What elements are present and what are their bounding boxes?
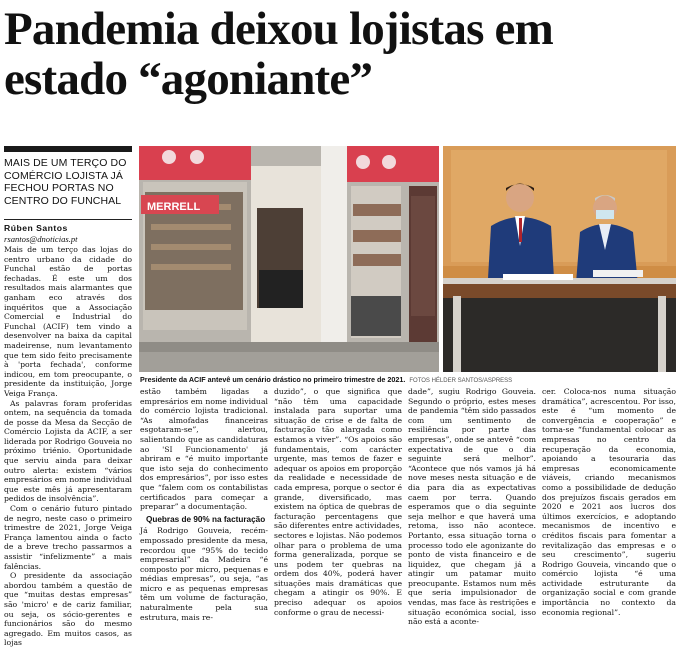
photo-caption [140,375,676,386]
paragraph: Já Rodrigo Gouveia, recém-empossado presidente da mesa, recordou que “95% do tecido empresarial” da Madeira “é composto por micro, pequenas e médias empresas”, ou seja, “as micro e as pequenas empresas têm um volume de facturação, naturalmente pela sua estrutura, mais re- [140,526,268,622]
paragraph: duzido”, o que significa que “não têm uma capacidade instalada para suportar uma situação de crise e de falta de facturação tão alargada como estamos a viver”. “Os apoios são fundamentais, com carácter urgente, mas temos de fazer e adequar os apoios em proporção da realidade e necessidade de cada empresa, porque o sector é grande, diversificado, mas existem na óptica de quebras de facturação percentagens que são diferentes entre actividades, sectores e lojistas. Não podemos olhar para o problema de uma forma generalizada, porque se uns podem ter quebras na ordem dos 40%, poderá haver situações mais dramáticas que chegam a atingir os 90%. E preciso adequar os apoios conforme o grau de necessi- [274,387,402,617]
photo-credit: FOTOS HÉLDER SANTOS/ASPRESS [409,378,513,384]
paragraph: Mais de um terço das lojas do centro urbano da cidade do Funchal estão de portas fechadas. É este um dos resultados mais alarmantes que ganham eco através dos inquéritos que a Associação Comercial e Industrial do Funchal (ACIF) tem vindo a desenvolver na baixa da capital madeirense, num levantamento que tem sido feito precisamente à 'porta fechada', conforme indicou, em tom preocupante, o presidente da instituição, Jorge Veiga França. [4,245,132,398]
column-4 [408,387,536,627]
subheading: Quebras de 90% na facturação [146,514,266,524]
summary-lead: MAIS DE UM TERÇO DO COMÉRCIO LOJISTA JÁ FECHOU PORTAS NO CENTRO DO FUNCHAL [4,146,132,207]
shopfront-image [139,146,439,372]
paragraph: estão também ligadas a empresários em nome individual do comércio lojista tradicional. “As almofadas financeiras esgotaram-se”, alertou, salientando que as candidaturas ao 'SI Funcionamento' já abriram e “é muito importante que isto seja do conhecimento dos empresários”, por isso estes que “falem com os contabilistas certificados para começar a preparar” a documentação. [140,387,268,512]
paragraph: cer. Coloca-nos numa situação dramática”, acrescentou. Por isso, este é “um momento de convergência e cooperação” e torna-se “fundamental colocar as empresas no centro da recuperação da economia, apoiando a tesouraria das empresas economicamente viáveis, criando mecanismos como a possibilidade de dedução dos prejuízos fiscais gerados em 2020 e 2021 aos lucros dos últimos exercícios, e adoptando mecanismos de incentivo e créditos fiscais para fomentar a revitalização das empresas e o seu crescimento”, sugeriu Rodrigo Gouveia, vincando que o comércio lojista “é uma actividade estruturante da organização social e com grande importância no contexto da economia regional”. [542,387,676,617]
shop-sign: MERRELL [147,201,201,213]
sidebar [4,146,132,244]
shop-photo [139,146,439,372]
meeting-image [443,146,676,372]
author-name: Rúben Santos [4,223,68,234]
byline [4,219,132,244]
column-5 [542,387,676,617]
author-email: rsantos@dnoticias.pt [4,234,78,245]
paragraph: O presidente da associação abordou também a questão de que “muitas destas empresas” são 'micro' e de cariz familiar, ou seja, os sócio-gerentes e funcionários são do mesmo agregado. Em muitos casos, as lojas [4,571,132,648]
headline: Pandemia deixou lojistas em estado “agoniante” [4,3,553,105]
column-3 [274,387,402,617]
paragraph: Com o cenário futuro pintado de negro, neste caso o primeiro trimestre de 2021, Jorge Veiga França lamentou ainda o facto de a breve trecho passarmos a assistir “infelizmente” a mais falências. [4,504,132,571]
caption-text: Presidente da ACIF antevê um cenário drástico no primeiro trimestre de 2021. [140,375,406,384]
paragraph: dade”, sugiu Rodrigo Gouveia. Segundo o próprio, estes meses de pandemia “têm sido passados com um sentimento de resiliência por parte das empresas”, onde se antevê “com expectativa de que o dia seguinte será melhor”. “Acontece que nós vamos já há nove meses nesta situação e de dia para dia as expectativas caem por terra. Quando esperamos que o dia seguinte seja melhor e que haverá uma retoma, isso não acontece. Portanto, essa situação torna o processo todo ele agonizante do ponto de vista financeiro e de liquidez, que chegam já a atingir um patamar muito preocupante. Estamos num mês que seria impulsionador de vendas, mas face às restrições e situação económica social, isso não está a aconte- [408,387,536,627]
paragraph: As palavras foram proferidas ontem, na sequência da tomada de posse da Mesa da Secção de Comércio Lojista da ACIF, a ser liderada por Rodrigo Gouveia no próximo triénio. Oportunidade que serviu ainda para deixar outro alerta: existem “vários empresários em nome individual que este mês já apresentaram pedidos de insolvência”. [4,398,132,504]
column-2 [140,387,268,622]
meeting-photo [443,146,676,372]
column-1 [4,245,132,648]
